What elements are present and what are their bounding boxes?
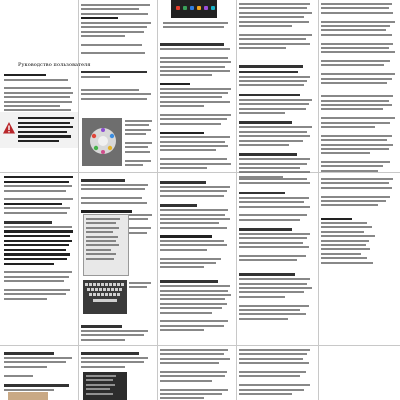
text-block bbox=[81, 322, 154, 343]
column-divider bbox=[157, 0, 158, 400]
column-divider bbox=[78, 0, 79, 400]
text-block bbox=[81, 4, 154, 102]
screenshot-list bbox=[86, 375, 124, 397]
text-block bbox=[321, 3, 398, 174]
text-block bbox=[4, 176, 76, 302]
row-divider bbox=[0, 345, 400, 346]
text-block bbox=[160, 349, 234, 400]
caption-text bbox=[163, 22, 231, 31]
callout-text bbox=[125, 120, 155, 168]
text-block bbox=[239, 3, 315, 180]
text-block bbox=[81, 176, 154, 215]
text-block bbox=[81, 349, 154, 370]
page-title: Руководство пользователя bbox=[18, 62, 91, 68]
column-divider bbox=[318, 0, 319, 400]
text-block bbox=[160, 40, 234, 171]
callout-text bbox=[129, 214, 155, 236]
callout-text bbox=[129, 282, 155, 291]
keyboard-keys bbox=[85, 283, 125, 311]
text-block bbox=[321, 178, 398, 266]
text-block bbox=[239, 349, 315, 397]
text-block bbox=[4, 349, 76, 393]
app-wheel-image bbox=[88, 126, 118, 156]
column-divider bbox=[236, 0, 237, 400]
text-block bbox=[239, 178, 315, 322]
device-photo bbox=[8, 392, 48, 400]
screenshot-list bbox=[86, 218, 124, 262]
warning-text bbox=[18, 117, 76, 144]
warning-icon bbox=[2, 121, 16, 135]
text-block bbox=[160, 178, 234, 333]
